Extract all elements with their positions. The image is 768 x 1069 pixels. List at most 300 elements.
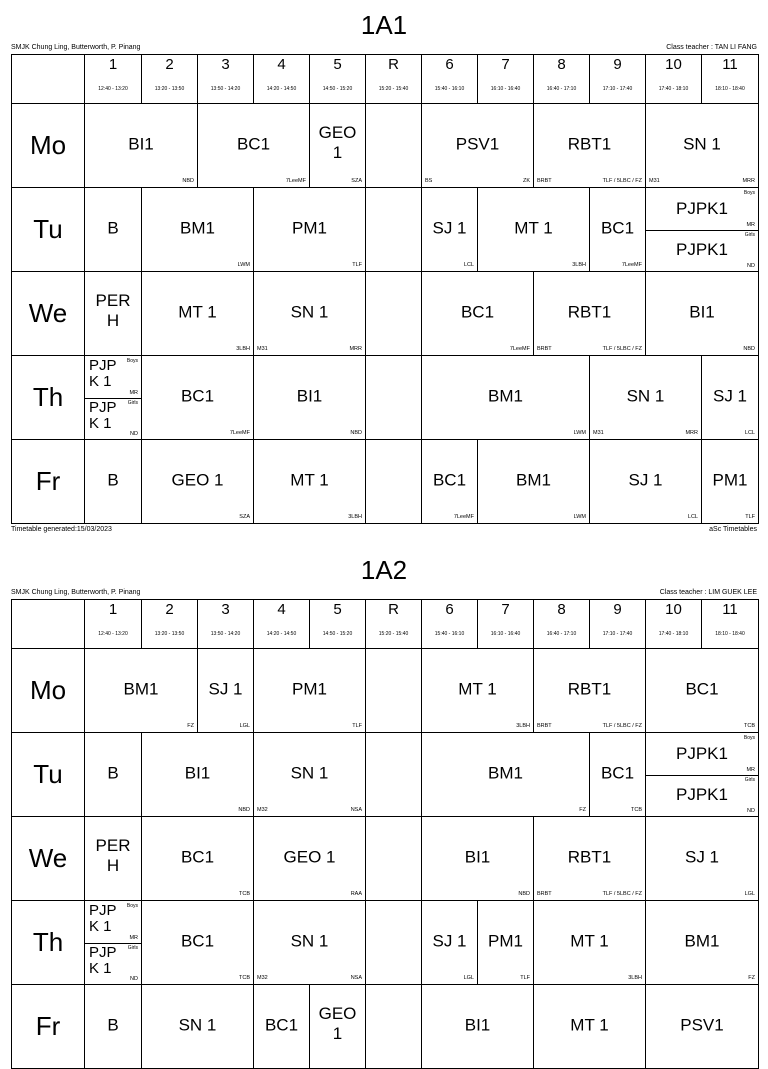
- lesson-cell: [534, 104, 646, 188]
- header-row: [12, 600, 759, 649]
- subject-label: SN 1: [290, 301, 329, 321]
- period-time: 15:20 - 15:40: [378, 631, 409, 637]
- room-code: NBD: [350, 430, 362, 436]
- teacher-code: M32: [257, 807, 268, 813]
- timetable-grid: [11, 599, 759, 1069]
- period-number: 1: [108, 56, 118, 73]
- subject-label: BC1: [180, 930, 215, 950]
- lesson-content: [254, 901, 365, 984]
- period-header: [254, 55, 310, 104]
- room-code: LWM: [237, 262, 250, 268]
- lesson-content: [254, 356, 365, 439]
- period-header: [254, 600, 310, 649]
- subject-label: B: [107, 217, 119, 237]
- room-code: TLF: [352, 262, 362, 268]
- lesson-cell: [310, 104, 366, 188]
- lesson-content: [646, 733, 758, 816]
- lesson-cell: [142, 188, 254, 272]
- day-label: Th: [12, 901, 85, 985]
- lesson-cell: [254, 649, 366, 733]
- room-code: LWM: [573, 514, 586, 520]
- lesson-cell: [590, 440, 702, 524]
- period-number: 7: [501, 601, 510, 618]
- room-code: TLF: [745, 514, 755, 520]
- period-number: 3: [221, 601, 230, 618]
- period-time: 14:20 - 14:50: [266, 631, 297, 637]
- lesson-content: [254, 188, 365, 271]
- period-number: 9: [613, 56, 622, 73]
- group-tag: Girls: [127, 944, 138, 951]
- period-time: 17:10 - 17:40: [602, 86, 633, 92]
- day-row: [12, 901, 759, 985]
- room-code: ND: [747, 808, 755, 814]
- lesson-cell: [422, 817, 534, 901]
- lesson-cell: [702, 356, 759, 440]
- day-label: Mo: [12, 649, 85, 733]
- lesson-content: [142, 733, 253, 816]
- room-code: MR: [129, 934, 138, 941]
- subject-label: BC1: [236, 133, 271, 153]
- lesson-cell: [646, 188, 759, 272]
- group-tag: Boys: [126, 358, 138, 364]
- day-row: [12, 188, 759, 272]
- lesson-content: [422, 272, 533, 355]
- lesson-cell: [422, 901, 478, 985]
- room-code: ND: [130, 976, 138, 982]
- lesson-content: [85, 733, 141, 816]
- lesson-content: [142, 817, 253, 900]
- lesson-content: [85, 985, 141, 1068]
- room-code: MR: [129, 389, 138, 396]
- room-code: MRR: [685, 430, 698, 436]
- lesson-cell: [534, 817, 646, 901]
- lesson-cell: [85, 356, 142, 440]
- lesson-content: [646, 901, 758, 984]
- room-code: NBD: [518, 891, 530, 897]
- subject-label: PJPK1: [676, 198, 728, 218]
- room-code: FZ: [187, 723, 194, 729]
- lesson-cell: [646, 901, 759, 985]
- subject-label: PJPK1: [676, 743, 728, 763]
- lesson-content: [422, 901, 477, 984]
- teacher-code: BS: [425, 178, 433, 184]
- period-time: 16:10 - 16:40: [490, 86, 521, 92]
- lesson-cell: [422, 356, 590, 440]
- corner-cell: [12, 55, 85, 104]
- day-row: [12, 104, 759, 188]
- group-girls: [646, 230, 758, 272]
- period-number: 7: [501, 56, 510, 73]
- lesson-cell: [85, 733, 142, 817]
- period-header: [198, 600, 254, 649]
- class-teacher: Class teacher : LIM GUEK LEE: [659, 589, 757, 596]
- room-code: 3LBH: [628, 975, 642, 981]
- room-code: TLF / 5LBC / FZ: [602, 346, 642, 352]
- lesson-cell: [422, 985, 534, 1069]
- period-number: 2: [165, 56, 174, 73]
- lesson-cell: [422, 440, 478, 524]
- subject-label: PER H: [95, 290, 131, 330]
- lesson-content: [85, 188, 141, 271]
- lesson-cell: [422, 104, 534, 188]
- lesson-content: [422, 649, 533, 732]
- period-header: [590, 600, 646, 649]
- room-code: LGL: [463, 975, 474, 981]
- period-time: 13:20 - 13:50: [154, 631, 185, 637]
- lesson-cell: [85, 104, 198, 188]
- lesson-content: [366, 356, 421, 439]
- lesson-content: [534, 272, 645, 355]
- day-label: We: [12, 817, 85, 901]
- room-code: RAA: [350, 891, 362, 897]
- teacher-code: BRBT: [537, 723, 552, 729]
- lesson-content: [422, 188, 477, 271]
- lesson-cell: [366, 649, 422, 733]
- period-time: 14:50 - 15:20: [322, 86, 353, 92]
- subject-label: SN 1: [290, 930, 329, 950]
- lesson-cell: [254, 817, 366, 901]
- lesson-cell: [646, 733, 759, 817]
- subject-label: MT 1: [570, 930, 609, 950]
- lesson-content: [142, 356, 253, 439]
- period-time: 13:50 - 14:20: [210, 86, 241, 92]
- subject-label: SJ 1: [712, 385, 748, 405]
- subject-label: PER H: [95, 835, 131, 875]
- lesson-cell: [702, 440, 759, 524]
- lesson-content: [366, 985, 421, 1068]
- lesson-content: [422, 356, 589, 439]
- lesson-content: [142, 188, 253, 271]
- subject-label: PSV1: [455, 133, 500, 153]
- subject-label: BM1: [180, 217, 215, 237]
- subject-label: BI1: [464, 1014, 491, 1034]
- lesson-cell: [142, 356, 254, 440]
- subject-label: BI1: [689, 301, 715, 321]
- subject-label: PJPK 1: [89, 398, 117, 432]
- period-header: [366, 600, 422, 649]
- teacher-code: BRBT: [537, 346, 552, 352]
- room-code: 3LBH: [236, 346, 250, 352]
- lesson-content: [646, 188, 758, 271]
- subject-label: MT 1: [178, 301, 217, 321]
- subject-label: RBT1: [567, 301, 612, 321]
- period-number: 3: [221, 56, 230, 73]
- subject-label: BC1: [600, 762, 635, 782]
- period-header: [590, 55, 646, 104]
- room-code: 3LBH: [572, 262, 586, 268]
- lesson-content: [85, 649, 197, 732]
- lesson-cell: [254, 985, 310, 1069]
- group-boys: [646, 188, 758, 231]
- subject-label: SN 1: [626, 385, 665, 405]
- lesson-content: [366, 733, 421, 816]
- day-label: Tu: [12, 733, 85, 817]
- lesson-cell: [254, 272, 366, 356]
- lesson-content: [366, 188, 421, 271]
- lesson-content: [366, 901, 421, 984]
- lesson-cell: [422, 733, 590, 817]
- lesson-cell: [142, 272, 254, 356]
- period-time: 16:40 - 17:10: [546, 86, 577, 92]
- day-row: [12, 356, 759, 440]
- period-number: 4: [277, 56, 286, 73]
- subject-label: BC1: [685, 678, 719, 698]
- day-row: [12, 985, 759, 1069]
- lesson-content: [478, 440, 589, 523]
- period-time: 16:10 - 16:40: [490, 631, 521, 637]
- room-code: ZK: [522, 178, 530, 184]
- room-code: 7LeeMF: [509, 346, 530, 352]
- lesson-cell: [366, 985, 422, 1069]
- lesson-content: [590, 356, 701, 439]
- room-code: MR: [746, 766, 755, 773]
- period-header: [534, 55, 590, 104]
- lesson-content: [142, 272, 253, 355]
- school-name: SMJK Chung Ling, Butterworth, P. Pinang: [11, 589, 141, 596]
- subject-label: PJPK1: [676, 785, 728, 805]
- period-time: 14:20 - 14:50: [266, 86, 297, 92]
- period-number: 6: [445, 56, 454, 73]
- school-name: SMJK Chung Ling, Butterworth, P. Pinang: [11, 44, 141, 51]
- subject-label: BC1: [460, 301, 495, 321]
- room-code: LWM: [573, 430, 586, 436]
- lesson-cell: [85, 901, 142, 985]
- group-tag: Boys: [743, 735, 755, 741]
- subject-label: PJPK 1: [89, 357, 117, 390]
- lesson-content: [646, 649, 758, 732]
- timetable-title: 1A1: [360, 10, 408, 40]
- period-number: R: [388, 56, 399, 73]
- room-code: TLF / 5LBC / FZ: [602, 178, 642, 184]
- period-time: 16:40 - 17:10: [546, 631, 577, 637]
- subject-label: PM1: [292, 217, 327, 237]
- group-boys: [646, 733, 758, 776]
- lesson-cell: [85, 985, 142, 1069]
- lesson-cell: [534, 985, 646, 1069]
- lesson-content: [702, 356, 758, 439]
- teacher-code: M31: [257, 346, 268, 352]
- subject-label: MT 1: [570, 1014, 609, 1034]
- group-girls: [85, 398, 141, 440]
- period-header: [85, 55, 142, 104]
- room-code: FZ: [579, 807, 586, 813]
- subject-label: GEO 1: [318, 1003, 357, 1043]
- room-code: LCL: [744, 430, 755, 436]
- lesson-cell: [142, 440, 254, 524]
- lesson-cell: [85, 649, 198, 733]
- subject-label: MT 1: [290, 469, 329, 489]
- lesson-cell: [646, 104, 759, 188]
- lesson-cell: [142, 901, 254, 985]
- class-teacher: Class teacher : TAN LI FANG: [666, 44, 757, 51]
- lesson-cell: [534, 272, 646, 356]
- lesson-cell: [366, 733, 422, 817]
- room-code: LGL: [239, 723, 250, 729]
- teacher-code: M31: [649, 178, 660, 184]
- timetable-grid: [11, 54, 759, 524]
- lesson-cell: [646, 649, 759, 733]
- lesson-cell: [254, 901, 366, 985]
- subject-label: GEO 1: [171, 469, 224, 489]
- group-boys: [85, 901, 141, 944]
- lesson-cell: [366, 817, 422, 901]
- subject-label: SJ 1: [684, 846, 720, 866]
- room-code: 7LeeMF: [229, 430, 250, 436]
- room-code: NSA: [350, 807, 362, 813]
- generated-date: Timetable generated:15/03/2023: [11, 526, 112, 533]
- period-number: 8: [557, 601, 566, 618]
- lesson-cell: [478, 188, 590, 272]
- room-code: 7LeeMF: [621, 262, 642, 268]
- room-code: TCB: [631, 807, 642, 813]
- period-time: 17:10 - 17:40: [602, 631, 633, 637]
- room-code: 3LBH: [348, 514, 362, 520]
- period-header: [646, 600, 702, 649]
- subject-label: PM1: [292, 678, 327, 698]
- lesson-content: [85, 817, 141, 900]
- day-label: Fr: [12, 985, 85, 1069]
- subject-label: SJ 1: [628, 469, 663, 489]
- lesson-content: [142, 440, 253, 523]
- period-header: [422, 600, 478, 649]
- room-code: TLF: [520, 975, 530, 981]
- period-header: [534, 600, 590, 649]
- day-label: Mo: [12, 104, 85, 188]
- period-time: 13:20 - 13:50: [154, 86, 185, 92]
- teacher-code: M31: [593, 430, 604, 436]
- lesson-content: [646, 104, 758, 187]
- group-boys: [85, 356, 141, 399]
- subject-label: SJ 1: [432, 217, 467, 237]
- lesson-content: [478, 188, 589, 271]
- subject-label: BI1: [184, 762, 211, 782]
- lesson-content: [254, 272, 365, 355]
- subject-label: MT 1: [514, 217, 553, 237]
- lesson-cell: [142, 817, 254, 901]
- period-time: 18:10 - 18:40: [715, 86, 745, 92]
- lesson-content: [590, 440, 701, 523]
- lesson-cell: [310, 985, 366, 1069]
- subject-label: BM1: [684, 930, 720, 950]
- lesson-content: [422, 440, 477, 523]
- lesson-cell: [366, 272, 422, 356]
- period-header: [702, 55, 759, 104]
- room-code: ND: [747, 263, 755, 269]
- group-girls: [85, 943, 141, 985]
- lesson-content: [366, 649, 421, 732]
- lesson-content: [254, 440, 365, 523]
- subject-label: GEO 1: [283, 846, 336, 866]
- subject-label: B: [107, 762, 119, 782]
- room-code: TCB: [239, 975, 250, 981]
- room-code: FZ: [748, 975, 755, 981]
- lesson-content: [142, 901, 253, 984]
- group-girls: [646, 775, 758, 817]
- subject-label: RBT1: [567, 846, 612, 866]
- lesson-cell: [198, 649, 254, 733]
- period-time: 17:40 - 18:10: [658, 86, 689, 92]
- lesson-content: [646, 817, 758, 900]
- lesson-cell: [534, 901, 646, 985]
- lesson-content: [646, 272, 758, 355]
- lesson-content: [254, 985, 309, 1068]
- lesson-cell: [142, 733, 254, 817]
- lesson-cell: [422, 272, 534, 356]
- room-code: MRR: [349, 346, 362, 352]
- room-code: MRR: [742, 178, 755, 184]
- lesson-content: [85, 272, 141, 355]
- subject-label: PM1: [488, 930, 523, 950]
- lesson-content: [646, 985, 758, 1068]
- lesson-cell: [85, 272, 142, 356]
- lesson-content: [366, 272, 421, 355]
- period-header: [85, 600, 142, 649]
- period-time: 15:40 - 16:10: [434, 631, 465, 637]
- lesson-cell: [590, 356, 702, 440]
- room-code: LCL: [463, 262, 474, 268]
- day-label: Tu: [12, 188, 85, 272]
- group-tag: Girls: [744, 776, 755, 783]
- lesson-cell: [366, 104, 422, 188]
- lesson-content: [478, 901, 533, 984]
- lesson-cell: [142, 985, 254, 1069]
- lesson-cell: [366, 440, 422, 524]
- period-number: 11: [722, 56, 738, 73]
- lesson-content: [254, 733, 365, 816]
- lesson-content: [310, 104, 365, 187]
- lesson-content: [534, 104, 645, 187]
- lesson-cell: [646, 272, 759, 356]
- room-code: NSA: [350, 975, 362, 981]
- subject-label: MT 1: [458, 678, 497, 698]
- room-code: NBD: [238, 807, 250, 813]
- subject-label: B: [107, 469, 119, 489]
- day-row: [12, 272, 759, 356]
- room-code: LCL: [687, 514, 698, 520]
- period-time: 14:50 - 15:20: [322, 631, 353, 637]
- teacher-code: BRBT: [537, 891, 552, 897]
- period-header: [478, 55, 534, 104]
- software-brand: aSc Timetables: [709, 526, 757, 533]
- lesson-content: [254, 817, 365, 900]
- lesson-content: [590, 188, 645, 271]
- room-code: NBD: [182, 178, 194, 184]
- period-header: [142, 55, 198, 104]
- timetable-title: 1A2: [360, 555, 408, 585]
- period-time: 13:50 - 14:20: [210, 631, 241, 637]
- lesson-content: [422, 985, 533, 1068]
- day-row: [12, 440, 759, 524]
- lesson-content: [366, 440, 421, 523]
- period-header: [310, 600, 366, 649]
- room-code: NBD: [743, 346, 755, 352]
- period-time: 17:40 - 18:10: [658, 631, 689, 637]
- lesson-content: [590, 733, 645, 816]
- subject-label: BI1: [296, 385, 323, 405]
- period-number: R: [388, 601, 399, 618]
- lesson-cell: [478, 901, 534, 985]
- period-header: [646, 55, 702, 104]
- subject-label: BM1: [516, 469, 551, 489]
- period-header: [366, 55, 422, 104]
- lesson-content: [198, 104, 309, 187]
- period-number: 5: [333, 601, 342, 618]
- lesson-cell: [366, 901, 422, 985]
- subject-label: SN 1: [683, 133, 721, 153]
- lesson-content: [254, 649, 365, 732]
- group-tag: Girls: [744, 231, 755, 238]
- subject-label: SN 1: [290, 762, 329, 782]
